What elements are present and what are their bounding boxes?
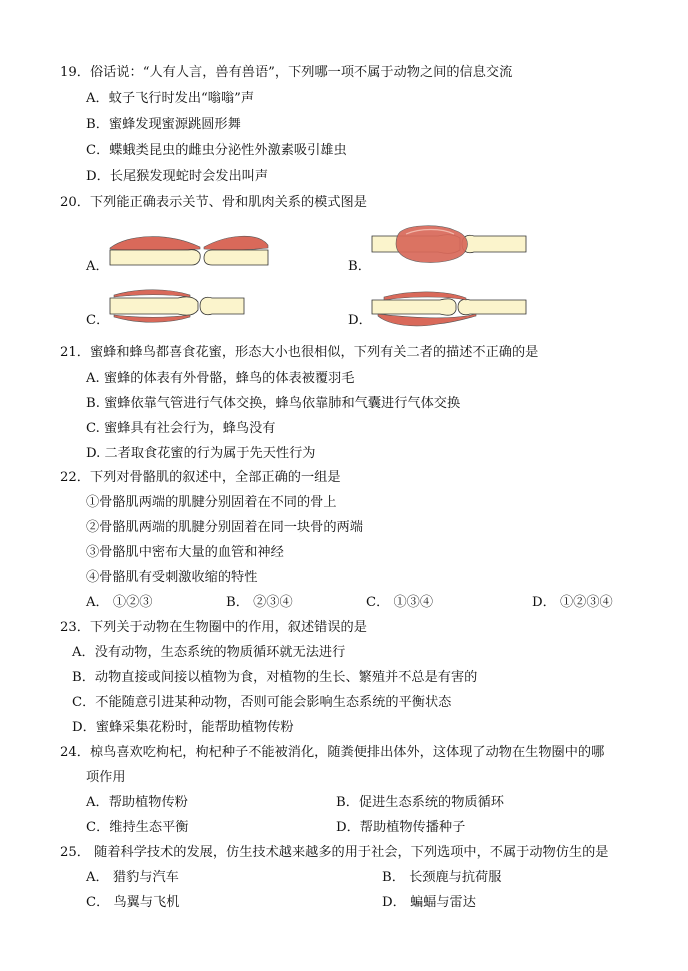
q24-option-b: B．促进生态系统的物质循环 <box>336 795 504 810</box>
q20-stem: 20．下列能正确表示关节、骨和肌肉关系的模式图是 <box>60 195 367 210</box>
muscle-b <box>396 226 468 263</box>
bone-left-d <box>372 299 456 315</box>
bone-right-b <box>462 235 526 252</box>
q25-option-a: A． 猎豹与汽车 <box>86 870 179 885</box>
q20-label-b: B． <box>348 259 371 274</box>
q24-stem: 24．椋鸟喜欢吃枸杞，枸杞种子不能被消化，随粪便排出体外，这体现了动物在生物圈中的哪 <box>60 745 605 760</box>
q22-option-c: C． ①③④ <box>366 595 434 610</box>
joint-diagram-a <box>108 228 278 278</box>
q21-option-c: C. 蜜蜂具有社会行为，蜂鸟没有 <box>86 421 276 436</box>
bone-right-c <box>200 297 244 314</box>
bone-left-a <box>110 250 200 265</box>
q22-option-b: B． ②③④ <box>226 595 293 610</box>
q23-option-c: C．不能随意引进某种动物，否则可能会影响生态系统的平衡状态 <box>72 695 452 710</box>
q24-option-c: C．维持生态平衡 <box>86 820 189 835</box>
q22-statement-2: ②骨骼肌两端的肌腱分别固着在同一块骨的两端 <box>86 520 363 535</box>
muscle-bottom-c <box>114 315 190 322</box>
q22-stem: 22．下列对骨骼肌的叙述中，全部正确的一组是 <box>60 470 341 485</box>
q22-option-a: A． ①②③ <box>86 595 153 610</box>
q21-option-a: A. 蜜蜂的体表有外骨骼，蜂鸟的体表被覆羽毛 <box>86 371 355 386</box>
q19-stem: 19．俗话说：“人有人言，兽有兽语”，下列哪一项不属于动物之间的信息交流 <box>60 65 513 80</box>
q21-option-b: B. 蜜蜂依靠气管进行气体交换，蜂鸟依靠肺和气囊进行气体交换 <box>86 396 461 411</box>
q24-option-d: D．帮助植物传播种子 <box>336 820 466 835</box>
muscle-left-a <box>110 237 200 251</box>
q22-statement-4: ④骨骼肌有受刺激收缩的特性 <box>86 570 258 585</box>
q22-option-d: D． ①②③④ <box>532 595 613 610</box>
q19-option-c: C．蝶蛾类昆虫的雌虫分泌性外激素吸引雄虫 <box>86 143 347 158</box>
q23-option-b: B．动物直接或间接以植物为食，对植物的生长、繁殖并不总是有害的 <box>72 670 478 685</box>
joint-diagram-b <box>370 220 540 270</box>
joint-diagram-d <box>370 282 540 332</box>
q19-option-d: D．长尾猴发现蛇时会发出叫声 <box>86 169 269 184</box>
bone-right-a <box>204 250 268 265</box>
q20-label-a: A． <box>86 259 109 274</box>
q19-option-b: B．蜜蜂发现蜜源跳圆形舞 <box>86 117 241 132</box>
muscle-right-a <box>204 236 268 250</box>
bone-right-d <box>458 299 526 314</box>
joint-diagram-c <box>108 282 278 332</box>
q24-stem-continued: 项作用 <box>86 770 126 785</box>
q22-statement-1: ①骨骼肌两端的肌腱分别固着在不同的骨上 <box>86 495 337 510</box>
q25-stem: 25． 随着科学技术的发展，仿生技术越来越多的用于社会，下列选项中，不属于动物仿生的是 <box>60 845 609 860</box>
q20-label-c: C． <box>86 313 110 328</box>
q25-option-b: B． 长颈鹿与抗荷服 <box>382 870 502 885</box>
q23-option-a: A．没有动物，生态系统的物质循环就无法进行 <box>72 645 346 660</box>
muscle-top-d <box>384 292 466 300</box>
bone-left-c <box>110 297 198 315</box>
q21-option-d: D. 二者取食花蜜的行为属于先天性行为 <box>86 446 316 461</box>
muscle-bottom-d <box>378 314 476 326</box>
q21-stem: 21．蜜蜂和蜂鸟都喜食花蜜，形态大小也很相似，下列有关二者的描述不正确的是 <box>60 345 539 360</box>
q22-statement-3: ③骨骼肌中密布大量的血管和神经 <box>86 545 284 560</box>
muscle-top-c <box>114 290 190 297</box>
q25-option-d: D． 蝙蝠与雷达 <box>382 895 476 910</box>
q23-option-d: D．蜜蜂采集花粉时，能帮助植物传粉 <box>72 720 294 735</box>
q23-stem: 23．下列关于动物在生物圈中的作用，叙述错误的是 <box>60 620 367 635</box>
q25-option-c: C． 鸟翼与飞机 <box>86 895 180 910</box>
q20-label-d: D． <box>348 313 372 328</box>
q19-option-a: A．蚊子飞行时发出“嗡嗡”声 <box>86 91 255 106</box>
q24-option-a: A．帮助植物传粉 <box>86 795 188 810</box>
